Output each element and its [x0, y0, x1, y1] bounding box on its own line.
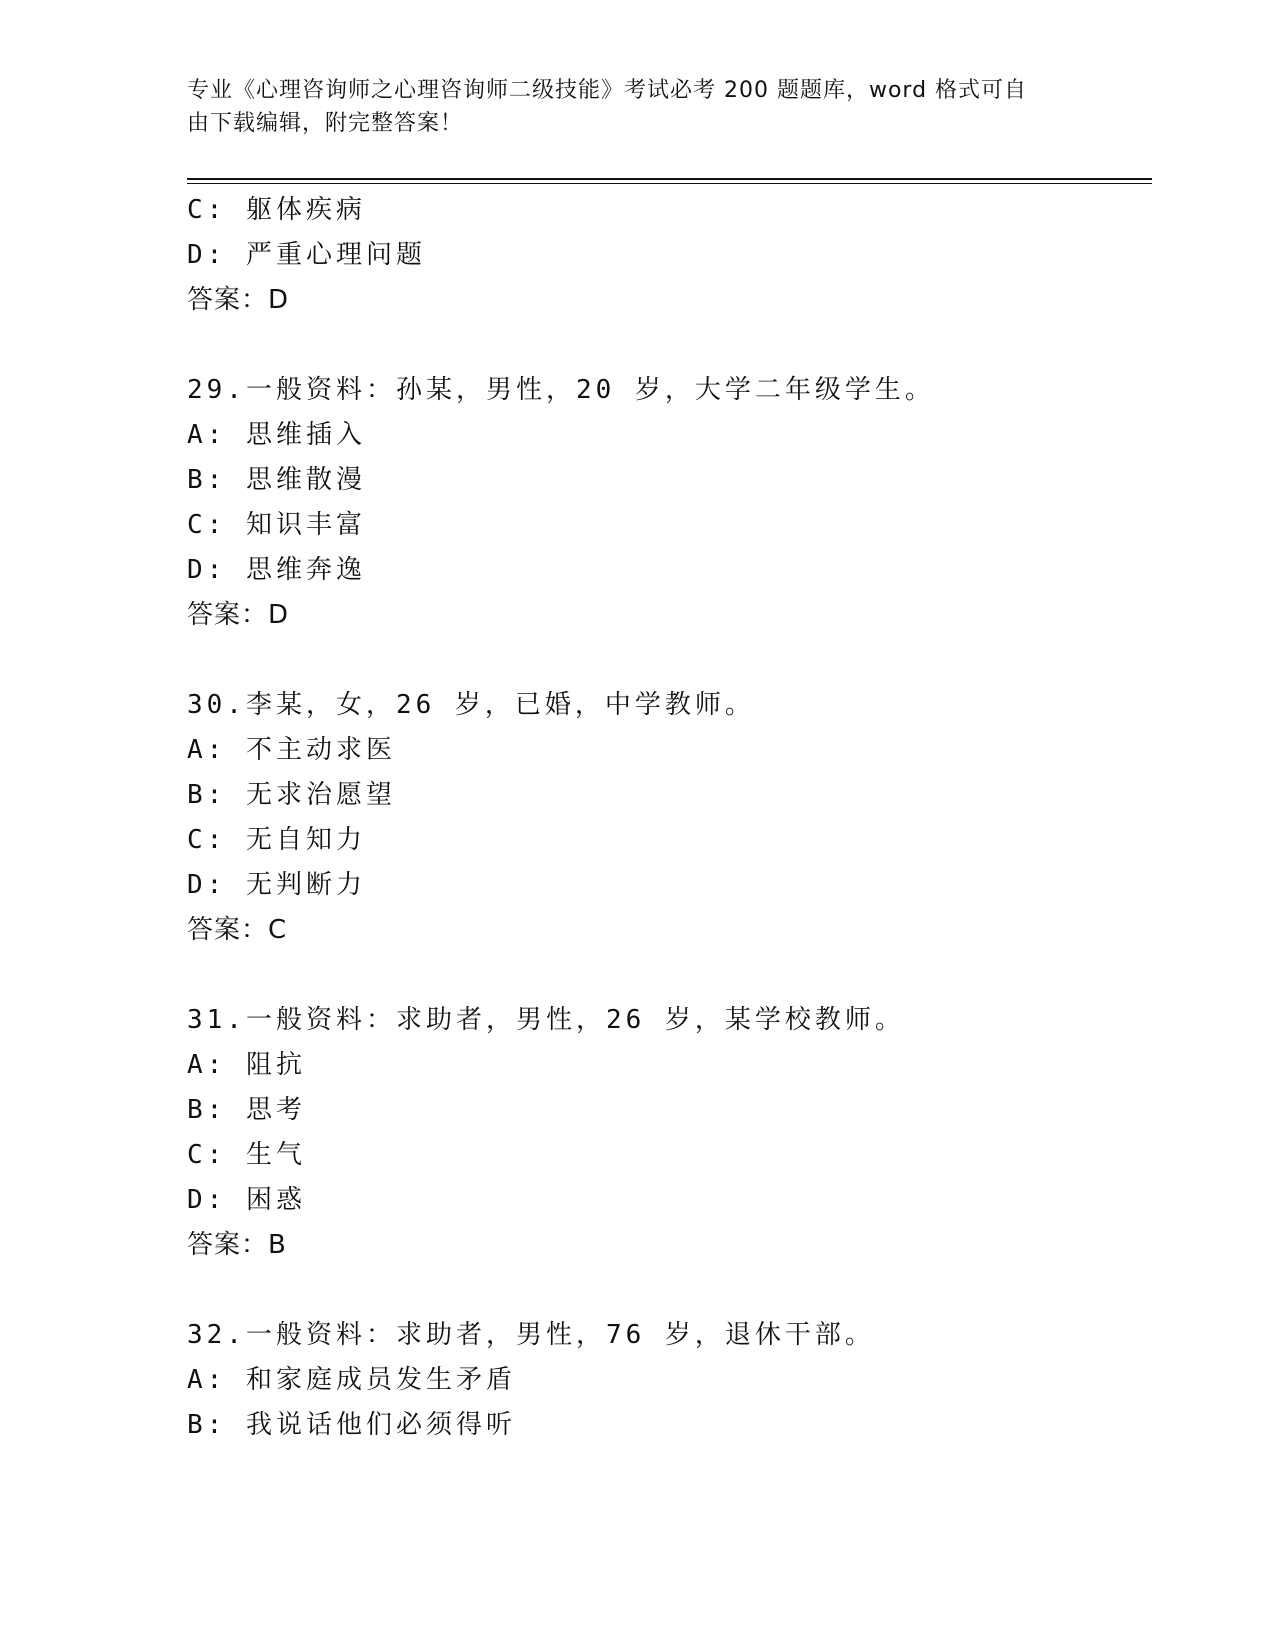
option-line: D: 无判断力: [187, 870, 366, 900]
header-line-1: 专业《心理咨询师之心理咨询师二级技能》考试必考 200 题题库，word 格式可自: [187, 78, 1028, 103]
option-line: D: 严重心理问题: [187, 240, 426, 270]
option-line: C: 生气: [187, 1140, 306, 1170]
answer-line: 答案：C: [187, 915, 288, 945]
option-line: B: 思维散漫: [187, 465, 366, 495]
option-line: C: 知识丰富: [187, 510, 366, 540]
option-line: A: 不主动求医: [187, 735, 396, 765]
question-line: 31.一般资料：求助者，男性，26 岁，某学校教师。: [187, 1005, 905, 1035]
header-divider-thin: [187, 183, 1152, 184]
option-line: C: 无自知力: [187, 825, 366, 855]
answer-line: 答案：D: [187, 285, 290, 315]
option-line: C: 躯体疾病: [187, 195, 366, 225]
option-line: A: 思维插入: [187, 420, 366, 450]
header-line-2: 由下载编辑，附完整答案！: [187, 111, 464, 136]
option-line: B: 思考: [187, 1095, 306, 1125]
option-line: B: 无求治愿望: [187, 780, 396, 810]
answer-line: 答案：B: [187, 1230, 287, 1260]
header-divider: [187, 178, 1152, 180]
question-line: 32.一般资料：求助者，男性，76 岁，退休干部。: [187, 1320, 875, 1350]
answer-line: 答案：D: [187, 600, 290, 630]
document-header: [187, 74, 1067, 140]
option-line: D: 思维奔逸: [187, 555, 366, 585]
option-line: B: 我说话他们必须得听: [187, 1410, 516, 1440]
question-line: 29.一般资料：孙某，男性，20 岁，大学二年级学生。: [187, 375, 935, 405]
option-line: D: 困惑: [187, 1185, 306, 1215]
question-line: 30.李某，女，26 岁，已婚，中学教师。: [187, 690, 755, 720]
option-line: A: 阻抗: [187, 1050, 306, 1080]
option-line: A: 和家庭成员发生矛盾: [187, 1365, 516, 1395]
